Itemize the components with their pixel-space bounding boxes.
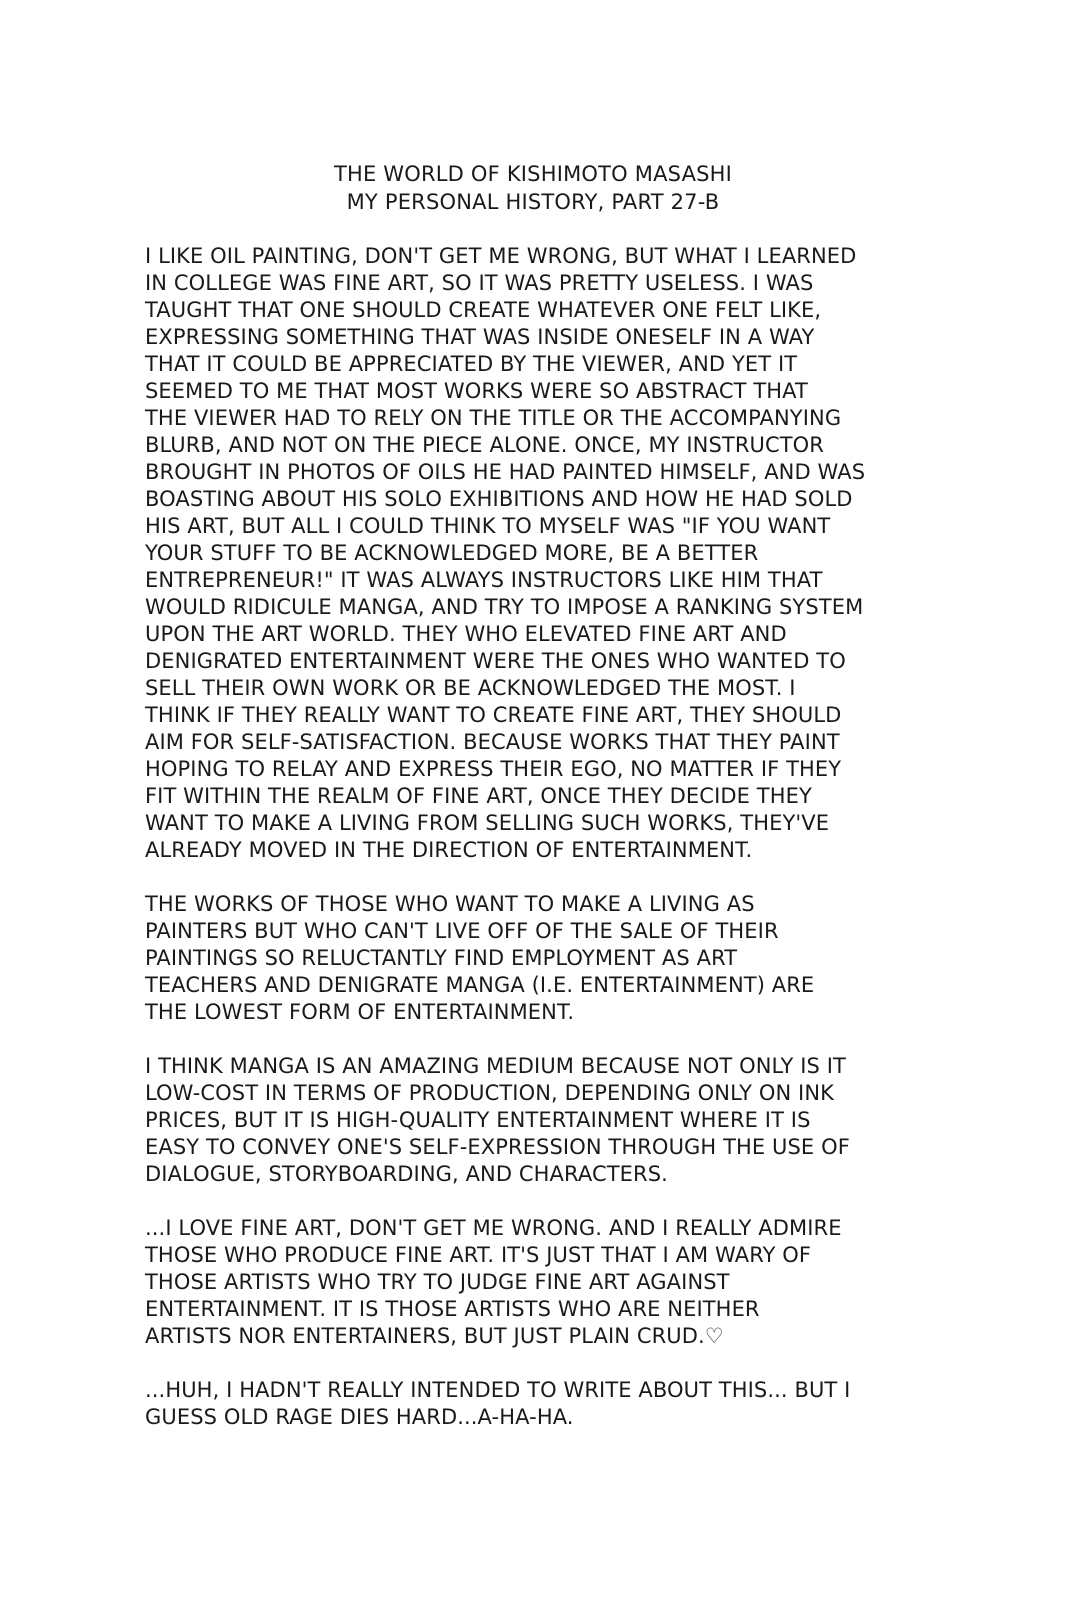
- text-line: THAT IT COULD BE APPRECIATED BY THE VIEWER, AND YET IT: [145, 352, 798, 376]
- text-line: THINK IF THEY REALLY WANT TO CREATE FINE ART, THEY SHOULD: [145, 703, 842, 727]
- text-line: BROUGHT IN PHOTOS OF OILS HE HAD PAINTED HIMSELF, AND WAS: [145, 460, 866, 484]
- text-line: YOUR STUFF TO BE ACKNOWLEDGED MORE, BE A BETTER: [145, 541, 759, 565]
- text-line: BOASTING ABOUT HIS SOLO EXHIBITIONS AND HOW HE HAD SOLD: [145, 487, 853, 511]
- paragraph: [145, 891, 945, 1026]
- text-line: ...I LOVE FINE ART, DON'T GET ME WRONG. AND I REALLY ADMIRE: [145, 1216, 842, 1240]
- text-line: I THINK MANGA IS AN AMAZING MEDIUM BECAUSE NOT ONLY IS IT: [145, 1054, 846, 1078]
- text-line: THE LOWEST FORM OF ENTERTAINMENT.: [145, 1000, 575, 1024]
- text-line: SEEMED TO ME THAT MOST WORKS WERE SO ABSTRACT THAT: [145, 379, 808, 403]
- text-line: FIT WITHIN THE REALM OF FINE ART, ONCE THEY DECIDE THEY: [145, 784, 812, 808]
- text-line: TEACHERS AND DENIGRATE MANGA (I.E. ENTERTAINMENT) ARE: [145, 973, 815, 997]
- paragraph: [145, 243, 945, 864]
- text-line: GUESS OLD RAGE DIES HARD...A-HA-HA.: [145, 1405, 574, 1429]
- article-header: [0, 160, 1066, 216]
- text-line: PAINTERS BUT WHO CAN'T LIVE OFF OF THE SALE OF THEIR: [145, 919, 779, 943]
- text-line: EASY TO CONVEY ONE'S SELF-EXPRESSION THROUGH THE USE OF: [145, 1135, 850, 1159]
- text-line: ...HUH, I HADN'T REALLY INTENDED TO WRITE ABOUT THIS... BUT I: [145, 1378, 851, 1402]
- text-line: THE WORKS OF THOSE WHO WANT TO MAKE A LIVING AS: [145, 892, 755, 916]
- text-line: UPON THE ART WORLD. THEY WHO ELEVATED FINE ART AND: [145, 622, 787, 646]
- article-body: [145, 243, 945, 1458]
- paragraph: [145, 1377, 945, 1431]
- text-line: PRICES, BUT IT IS HIGH-QUALITY ENTERTAINMENT WHERE IT IS: [145, 1108, 811, 1132]
- text-line: ENTREPRENEUR!" IT WAS ALWAYS INSTRUCTORS LIKE HIM THAT: [145, 568, 823, 592]
- text-line: SELL THEIR OWN WORK OR BE ACKNOWLEDGED THE MOST. I: [145, 676, 796, 700]
- text-line: DIALOGUE, STORYBOARDING, AND CHARACTERS.: [145, 1162, 668, 1186]
- article-title: THE WORLD OF KISHIMOTO MASASHI: [333, 162, 733, 186]
- text-line: IN COLLEGE WAS FINE ART, SO IT WAS PRETTY USELESS. I WAS: [145, 271, 814, 295]
- paragraph: [145, 1215, 945, 1350]
- text-line: WANT TO MAKE A LIVING FROM SELLING SUCH WORKS, THEY'VE: [145, 811, 830, 835]
- text-line: HOPING TO RELAY AND EXPRESS THEIR EGO, NO MATTER IF THEY: [145, 757, 842, 781]
- text-line: AIM FOR SELF-SATISFACTION. BECAUSE WORKS THAT THEY PAINT: [145, 730, 840, 754]
- text-line: THOSE ARTISTS WHO TRY TO JUDGE FINE ART AGAINST: [145, 1270, 730, 1294]
- text-line: ARTISTS NOR ENTERTAINERS, BUT JUST PLAIN CRUD.♡: [145, 1324, 724, 1348]
- text-line: TAUGHT THAT ONE SHOULD CREATE WHATEVER ONE FELT LIKE,: [145, 298, 822, 322]
- paragraph: [145, 1053, 945, 1188]
- text-line: THOSE WHO PRODUCE FINE ART. IT'S JUST THAT I AM WARY OF: [145, 1243, 812, 1267]
- text-line: THE VIEWER HAD TO RELY ON THE TITLE OR THE ACCOMPANYING: [145, 406, 842, 430]
- text-line: LOW-COST IN TERMS OF PRODUCTION, DEPENDING ONLY ON INK: [145, 1081, 835, 1105]
- text-line: ALREADY MOVED IN THE DIRECTION OF ENTERTAINMENT.: [145, 838, 753, 862]
- text-line: EXPRESSING SOMETHING THAT WAS INSIDE ONESELF IN A WAY: [145, 325, 815, 349]
- text-line: ENTERTAINMENT. IT IS THOSE ARTISTS WHO ARE NEITHER: [145, 1297, 760, 1321]
- text-line: BLURB, AND NOT ON THE PIECE ALONE. ONCE, MY INSTRUCTOR: [145, 433, 824, 457]
- text-line: HIS ART, BUT ALL I COULD THINK TO MYSELF WAS "IF YOU WANT: [145, 514, 831, 538]
- text-line: WOULD RIDICULE MANGA, AND TRY TO IMPOSE A RANKING SYSTEM: [145, 595, 864, 619]
- article-subtitle: MY PERSONAL HISTORY, PART 27-B: [346, 190, 720, 214]
- text-line: I LIKE OIL PAINTING, DON'T GET ME WRONG, BUT WHAT I LEARNED: [145, 244, 857, 268]
- text-line: DENIGRATED ENTERTAINMENT WERE THE ONES WHO WANTED TO: [145, 649, 846, 673]
- text-line: PAINTINGS SO RELUCTANTLY FIND EMPLOYMENT AS ART: [145, 946, 738, 970]
